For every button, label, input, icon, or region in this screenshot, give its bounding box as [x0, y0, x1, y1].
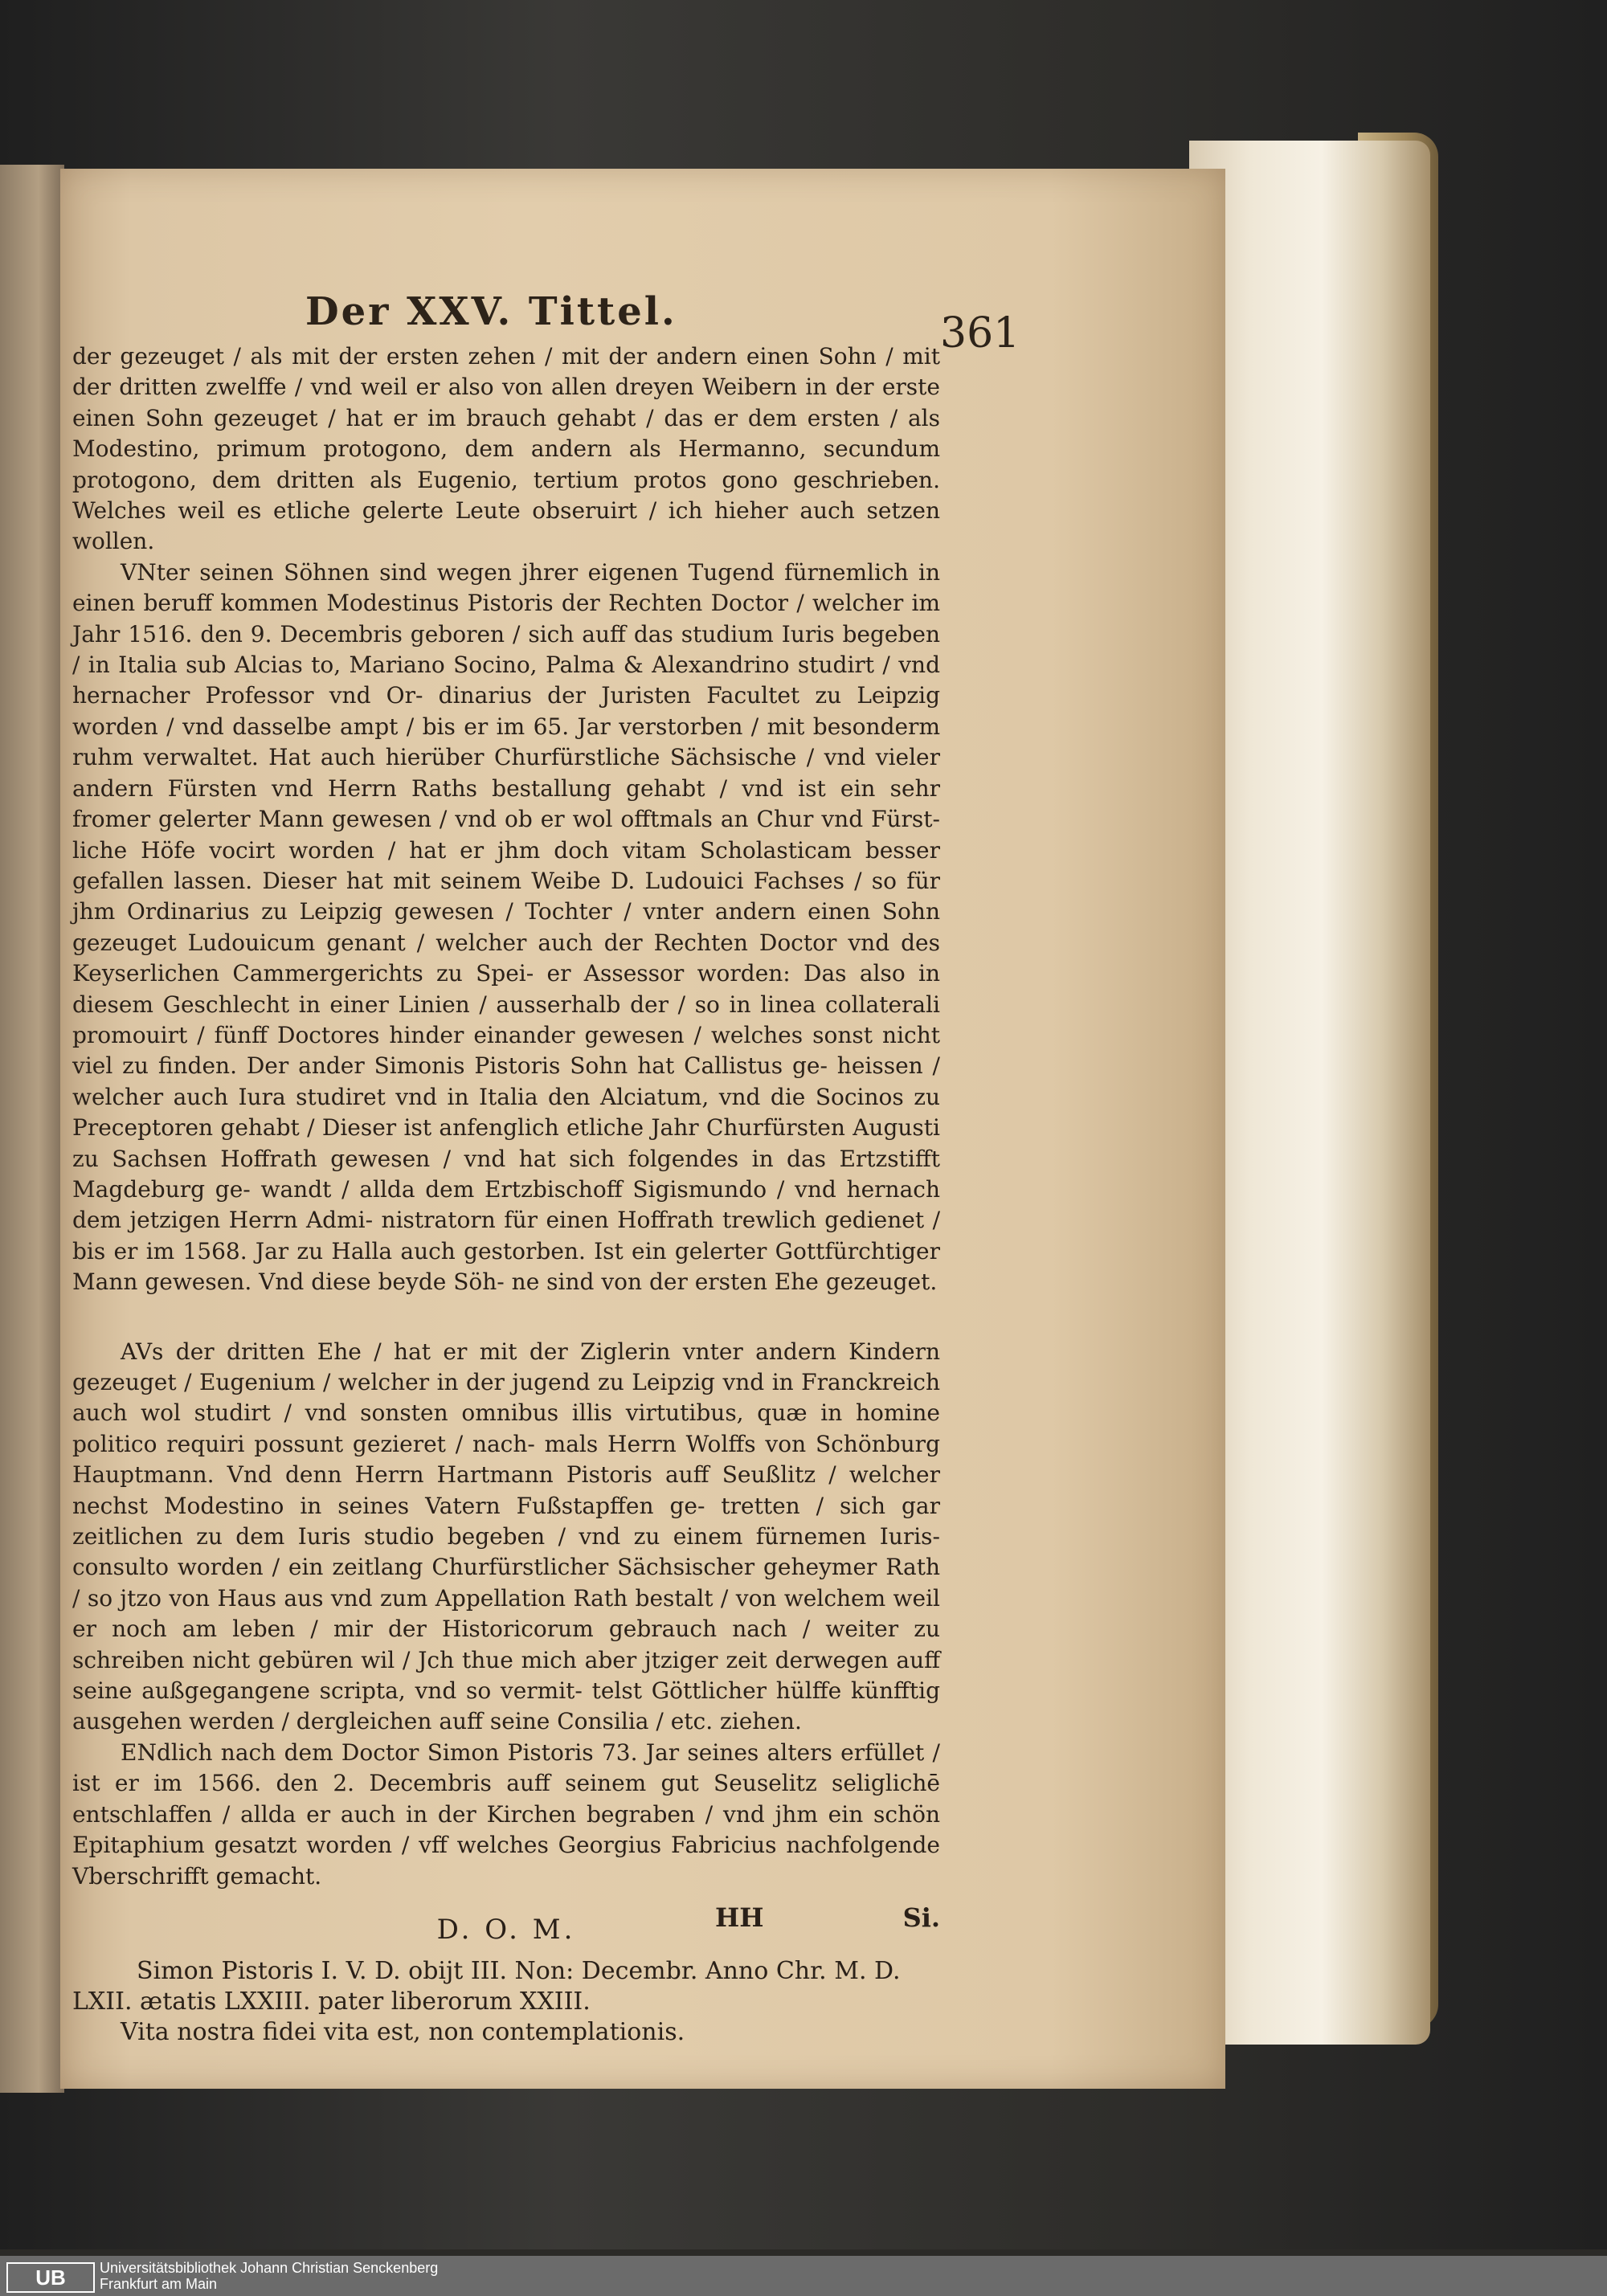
epitaph-line: LXII. ætatis LXXIII. pater liberorum XXIII. [72, 1988, 591, 2016]
text-line: beruff kommen Modestinus Pistoris der Rechten Doctor / welcher im Jahr 1516. [72, 590, 941, 648]
text-line: den 9. Decembris geboren / sich auff das studium Iuris begeben / in Italia sub Alcias [72, 620, 941, 679]
text-line: andern als Hermanno, secundum protogono, dem dritten als Eugenio, tertium protos [72, 435, 941, 493]
text-line: Preceptoren gehabt / Dieser ist anfenglich etliche Jahr Churfürsten Augusti zu [72, 1114, 940, 1172]
text-line: etc. ziehen. [670, 1708, 802, 1735]
paragraph-2 [72, 558, 940, 1298]
text-line: liche Höfe vocirt worden / hat er jhm doch vitam Scholasticam besser gefallen lassen. [72, 836, 940, 894]
paragraph-4 [72, 1738, 940, 1892]
text-line: thue mich aber jtziger zeit derwegen auff seine außgegangene scripta, vnd so vermit- [72, 1646, 940, 1705]
text-line: VNter seinen Söhnen sind wegen jhrer eigenen Tugend fürnemlich in einen [72, 558, 940, 617]
text-line: gono geschrieben. Welches weil es etliche gelerte Leute obseruirt / ich hieher auch [72, 466, 940, 525]
text-line: hat er im brauch gehabt / das er dem ersten / als Modestino, primum protogono, dem [72, 404, 940, 463]
text-line: wandt / allda dem Ertzbischoff Sigismundo / vnd hernach dem jetzigen Herrn Admi- [72, 1175, 940, 1234]
text-line: Sachsen Hoffrath gewesen / vnd hat sich folgendes in das Ertzstifft Magdeburg ge- [72, 1145, 941, 1203]
text-line: mals Herrn Wolffs von Schönburg Hauptmann. Vnd denn Herrn Hartmann [72, 1430, 940, 1489]
text-line: Sächsische / vnd vieler andern Fürsten vnd Herrn Raths bestallung gehabt / vnd ist [72, 744, 940, 802]
text-line: sonst nicht viel zu finden. Der ander Simonis Pistoris Sohn hat Callistus ge- [72, 1021, 940, 1080]
text-line: Jar verstorben / mit besonderm ruhm verwaltet. Hat auch hierüber Churfürstliche [72, 713, 940, 771]
text-line: setzen wollen. [72, 497, 940, 555]
signature-mark: HH [715, 1902, 764, 1933]
text-line: consulto worden / ein zeitlang Churfürstlicher Sächsischer geheymer Rath / so jtzo von [72, 1554, 940, 1612]
facing-page-edge [0, 165, 64, 2093]
text-line: tretten / sich gar zeitlichen zu dem Iuris studio begeben / vnd zu einem fürnemen Iuris- [72, 1492, 940, 1550]
book-page-stack [1189, 141, 1430, 2045]
catchword: Si. [902, 1902, 940, 1933]
text-line: er Assessor worden: Das also in diesem Geschlecht in einer Linien / ausserhalb der / [72, 960, 940, 1018]
text-line: zwelffe / vnd weil er also von allen dreyen Weibern in der erste einen Sohn gezeuget / [72, 374, 940, 431]
text-line: telst Göttlicher hülffe künfftig ausgehen werden / dergleichen auff seine Consilia / [72, 1677, 940, 1735]
text-line: Leipzig gewesen / Tochter / vnter andern einen Sohn gezeuget Ludouicum genant / [72, 898, 940, 956]
text-line: ne sind von der ersten Ehe gezeuget. [511, 1269, 938, 1296]
page-number: 361 [940, 309, 1020, 357]
text-line: er im 1566. den 2. Decembris auff seinem gut Seuselitz seliglichē entschlaffen / allda [72, 1770, 940, 1828]
epitaph-line: Simon Pistoris I. V. D. obijt III. Non: Decembr. Anno Chr. M. D. [137, 1957, 901, 1986]
text-line: welcher auch der Rechten Doctor vnd des Keyserlichen Cammergerichts zu Spei- [72, 929, 940, 987]
text-line: to, Mariano Socino, Palma & Alexandrino studirt / vnd hernacher Professor vnd Or- [72, 652, 940, 709]
text-line: Haus aus vnd zum Appellation Rath bestalt / von welchem weil er noch am leben / [72, 1584, 940, 1643]
text-line: Dieser hat mit seinem Weibe D. Ludouici Fachses / so für jhm Ordinarius zu [72, 867, 940, 925]
text-line: Eugenium / welcher in der jugend zu Leipzig vnd in Franckreich auch wol studirt / vnd [72, 1369, 940, 1427]
library-footer-bar [0, 2256, 1607, 2296]
dedication-heading: D. O. M. [436, 1913, 576, 1946]
page-body [72, 341, 940, 2048]
text-line: ein sehr fromer gelerter Mann gewesen / vnd ob er wol offtmals an Chur vnd Fürst- [72, 774, 940, 833]
text-line: heissen / welcher auch Iura studiret vnd in Italia den Alciatum, vnd die Socinos zu [72, 1052, 940, 1110]
library-logo: UB [6, 2262, 95, 2293]
text-line: mir der Historicorum gebrauch nach / weiter zu schreiben nicht gebüren wil / Jch [72, 1616, 941, 1673]
text-line: Pistoris auff Seußlitz / welcher nechst Modestino in seines Vatern Fußstapffen ge- [72, 1461, 940, 1519]
text-line: ENdlich nach dem Doctor Simon Pistoris 73. Jar seines alters erfüllet / ist [72, 1738, 940, 1797]
text-line: er auch in der Kirchen begraben / vnd jhm ein schön Epitaphium gesatzt worden / [72, 1800, 940, 1859]
text-line: nistratorn für einen Hoffrath trewlich gedienet / bis er im 1568. Jar zu Halla auch [72, 1207, 941, 1264]
running-head: Der XXV. Tittel. [305, 289, 677, 334]
library-city: Frankfurt am Main [100, 2276, 218, 2292]
library-name: Universitätsbibliothek Johann Christian Senckenberg [100, 2260, 439, 2276]
paragraph-3 [72, 1337, 940, 1738]
text-line: so in linea collaterali promouirt / fünff Doctores hinder einander gewesen / welches [72, 991, 940, 1048]
text-line: AVs der dritten Ehe / hat er mit der Ziglerin vnter andern Kindern gezeuget / [72, 1338, 940, 1395]
text-line: vff welches Georgius Fabricius nachfolgende Vberschrifft gemacht. [72, 1832, 940, 1890]
text-line: der gezeuget / als mit der ersten zehen / mit der andern einen Sohn / mit der dritten [72, 343, 940, 401]
paragraph-1 [72, 341, 940, 558]
text-line: sonsten omnibus illis virtutibus, quæ in homine politico requiri possunt gezieret / nach- [72, 1399, 940, 1457]
text-line: dinarius der Juristen Facultet zu Leipzig worden / vnd dasselbe ampt / bis er im 65. [72, 682, 940, 740]
epitaph-line: Vita nostra fidei vita est, non contemplationis. [121, 2018, 685, 2047]
text-line: gestorben. Ist ein gelerter Gottfürchtiger Mann gewesen. Vnd diese beyde Söh- [72, 1237, 940, 1296]
